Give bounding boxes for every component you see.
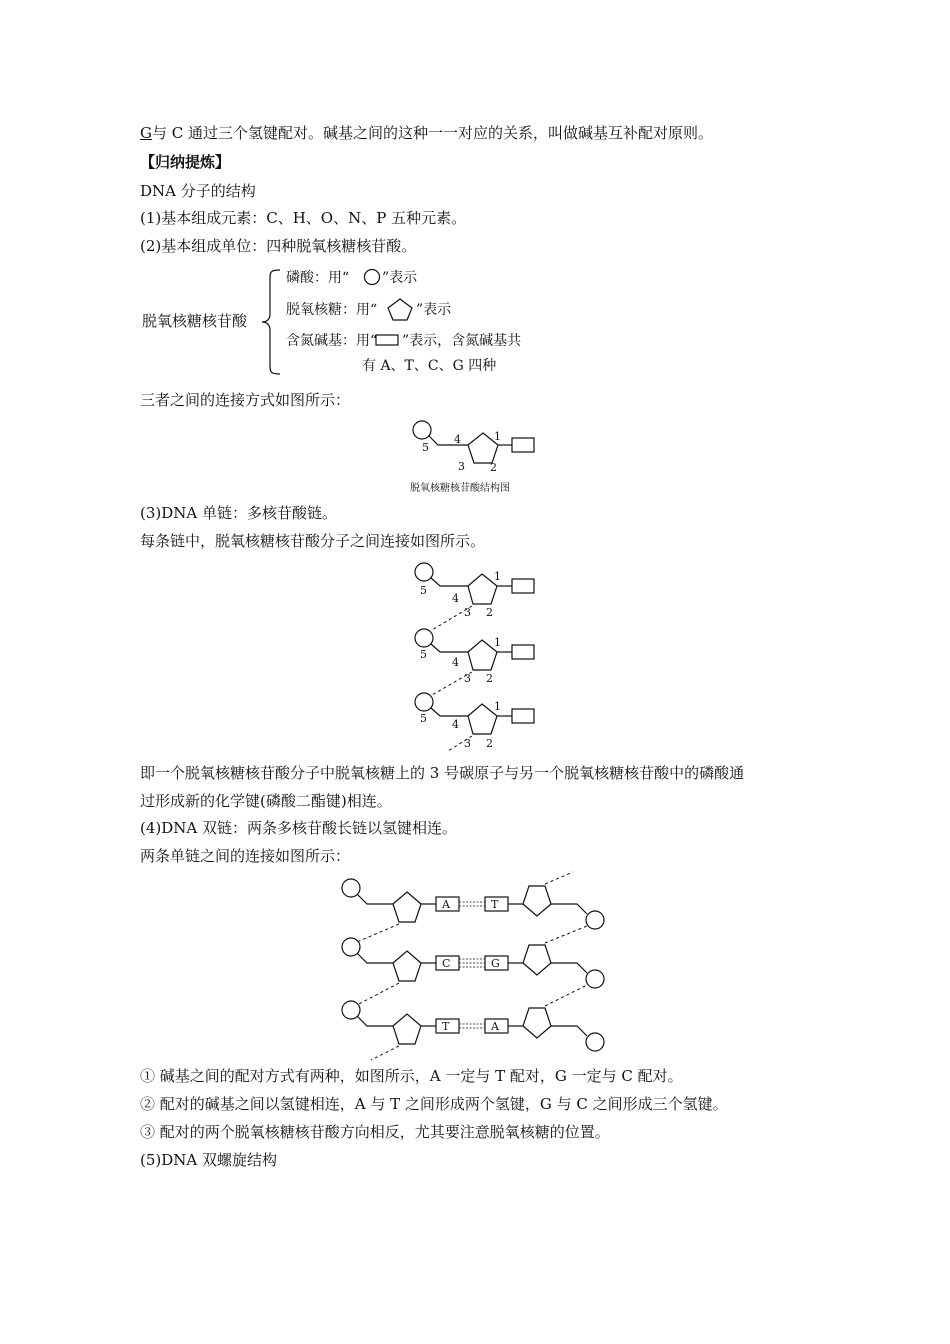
nucleotide-unit-2 xyxy=(415,629,534,670)
brace-left-label: 脱氧核糖核苷酸 xyxy=(142,312,248,330)
text-line-10: 过形成新的化学键(磷酸二酯键)相连。 xyxy=(140,792,392,810)
text-line-4: (1)基本组成元素：C、H、O、N、P 五种元素。 xyxy=(140,209,467,227)
phosphate-bond xyxy=(429,436,468,445)
text-line-16: (5)DNA 双螺旋结构 xyxy=(140,1151,278,1169)
base-rectangle xyxy=(512,438,534,452)
text-line-3: DNA 分子的结构 xyxy=(140,182,256,200)
carbon-label-4: 4 xyxy=(454,433,461,446)
carbon-label-2: 2 xyxy=(490,461,497,474)
carbon-label-1: 1 xyxy=(494,430,501,443)
carbon-label-3b: 3 xyxy=(464,672,471,685)
base-t2-label: T xyxy=(442,1020,450,1033)
text-line-14: ② 配对的碱基之间以氢键相连，A 与 T 之间形成两个氢键，G 与 C 之间形成三个氢键。 xyxy=(140,1095,728,1113)
carbon-label-2b: 2 xyxy=(486,672,493,685)
carbon-label-2: 2 xyxy=(486,606,493,619)
text-line-11: (4)DNA 双链：两条多核苷酸长链以氢键相连。 xyxy=(140,819,458,837)
curly-brace xyxy=(262,270,280,374)
base-pair-3 xyxy=(436,1019,508,1033)
text-line-12: 两条单链之间的连接如图所示： xyxy=(140,847,351,865)
text-line-13: ① 碱基之间的配对方式有两种，如图所示，A 一定与 T 配对，G 一定与 C 配对。 xyxy=(140,1067,683,1085)
figure-caption: 脱氧核糖核苷酸结构图 xyxy=(410,483,510,494)
double-strand-figure xyxy=(335,870,615,1065)
text-line-15: ③ 配对的两个脱氧核糖核苷酸方向相反，尤其要注意脱氧核糖的位置。 xyxy=(140,1123,610,1141)
carbon-label-3c: 3 xyxy=(464,737,471,750)
carbon-label-1b: 1 xyxy=(494,636,501,649)
phosphate-text-b: ”表示 xyxy=(382,270,418,286)
underlined-g: G xyxy=(140,124,152,142)
base-text-c: 有 A、T、C、G 四种 xyxy=(362,358,497,374)
base-g-label: G xyxy=(491,957,500,970)
text-line-8: 每条链中，脱氧核糖核苷酸分子之间连接如图所示。 xyxy=(140,532,486,550)
nucleotide-unit-1 xyxy=(415,563,534,604)
text-line-6: 三者之间的连接方式如图所示： xyxy=(140,391,351,409)
carbon-label-5c: 5 xyxy=(420,712,427,725)
carbon-label-5b: 5 xyxy=(420,648,427,661)
base-text-b: ”表示，含氮碱基共 xyxy=(402,333,522,349)
base-pair-1 xyxy=(436,897,508,911)
base-a2-label: A xyxy=(491,1020,499,1033)
text-line-5: (2)基本组成单位：四种脱氧核糖核苷酸。 xyxy=(140,237,417,255)
nucleotide-unit-3 xyxy=(415,693,534,734)
text-line-1-rest: 与 C 通过三个氢键配对。碱基之间的这种一一对应的关系，叫做碱基互补配对原则。 xyxy=(151,124,714,142)
base-t-label: T xyxy=(491,898,499,911)
carbon-label-4: 4 xyxy=(452,592,459,605)
nucleotide-components-brace xyxy=(140,264,580,380)
carbon-label-3: 3 xyxy=(458,460,465,473)
sugar-text-a: 脱氧核糖：用“ xyxy=(286,302,378,318)
carbon-label-2c: 2 xyxy=(486,737,493,750)
base-c-label: C xyxy=(442,957,451,970)
carbon-label-5: 5 xyxy=(420,584,427,597)
carbon-label-4b: 4 xyxy=(452,656,459,669)
base-text-a: 含氮碱基：用“ xyxy=(286,333,378,349)
nucleotide-structure-figure xyxy=(400,418,560,498)
base-pair-2 xyxy=(436,956,508,970)
phosphate-text-a: 磷酸：用“ xyxy=(286,270,350,286)
carbon-label-3: 3 xyxy=(464,606,471,619)
phosphate-circle-icon xyxy=(365,270,380,285)
text-line-1 xyxy=(140,123,713,143)
carbon-label-1c: 1 xyxy=(494,700,501,713)
sugar-pentagon-icon xyxy=(388,299,412,320)
single-strand-figure xyxy=(400,558,550,753)
carbon-label-1: 1 xyxy=(494,570,501,583)
base-rectangle-icon xyxy=(376,335,398,345)
carbon-label-4c: 4 xyxy=(452,718,459,731)
base-a-label: A xyxy=(442,898,450,911)
sugar-text-b: ”表示 xyxy=(416,302,452,318)
carbon-label-5: 5 xyxy=(422,441,429,454)
text-line-7: (3)DNA 单链：多核苷酸链。 xyxy=(140,504,338,522)
text-line-9: 即一个脱氧核糖核苷酸分子中脱氧核糖上的 3 号碳原子与另一个脱氧核糖核苷酸中的磷酸通 xyxy=(140,764,745,782)
section-heading: 【归纳提炼】 xyxy=(140,153,231,171)
phosphate-circle xyxy=(413,421,431,439)
